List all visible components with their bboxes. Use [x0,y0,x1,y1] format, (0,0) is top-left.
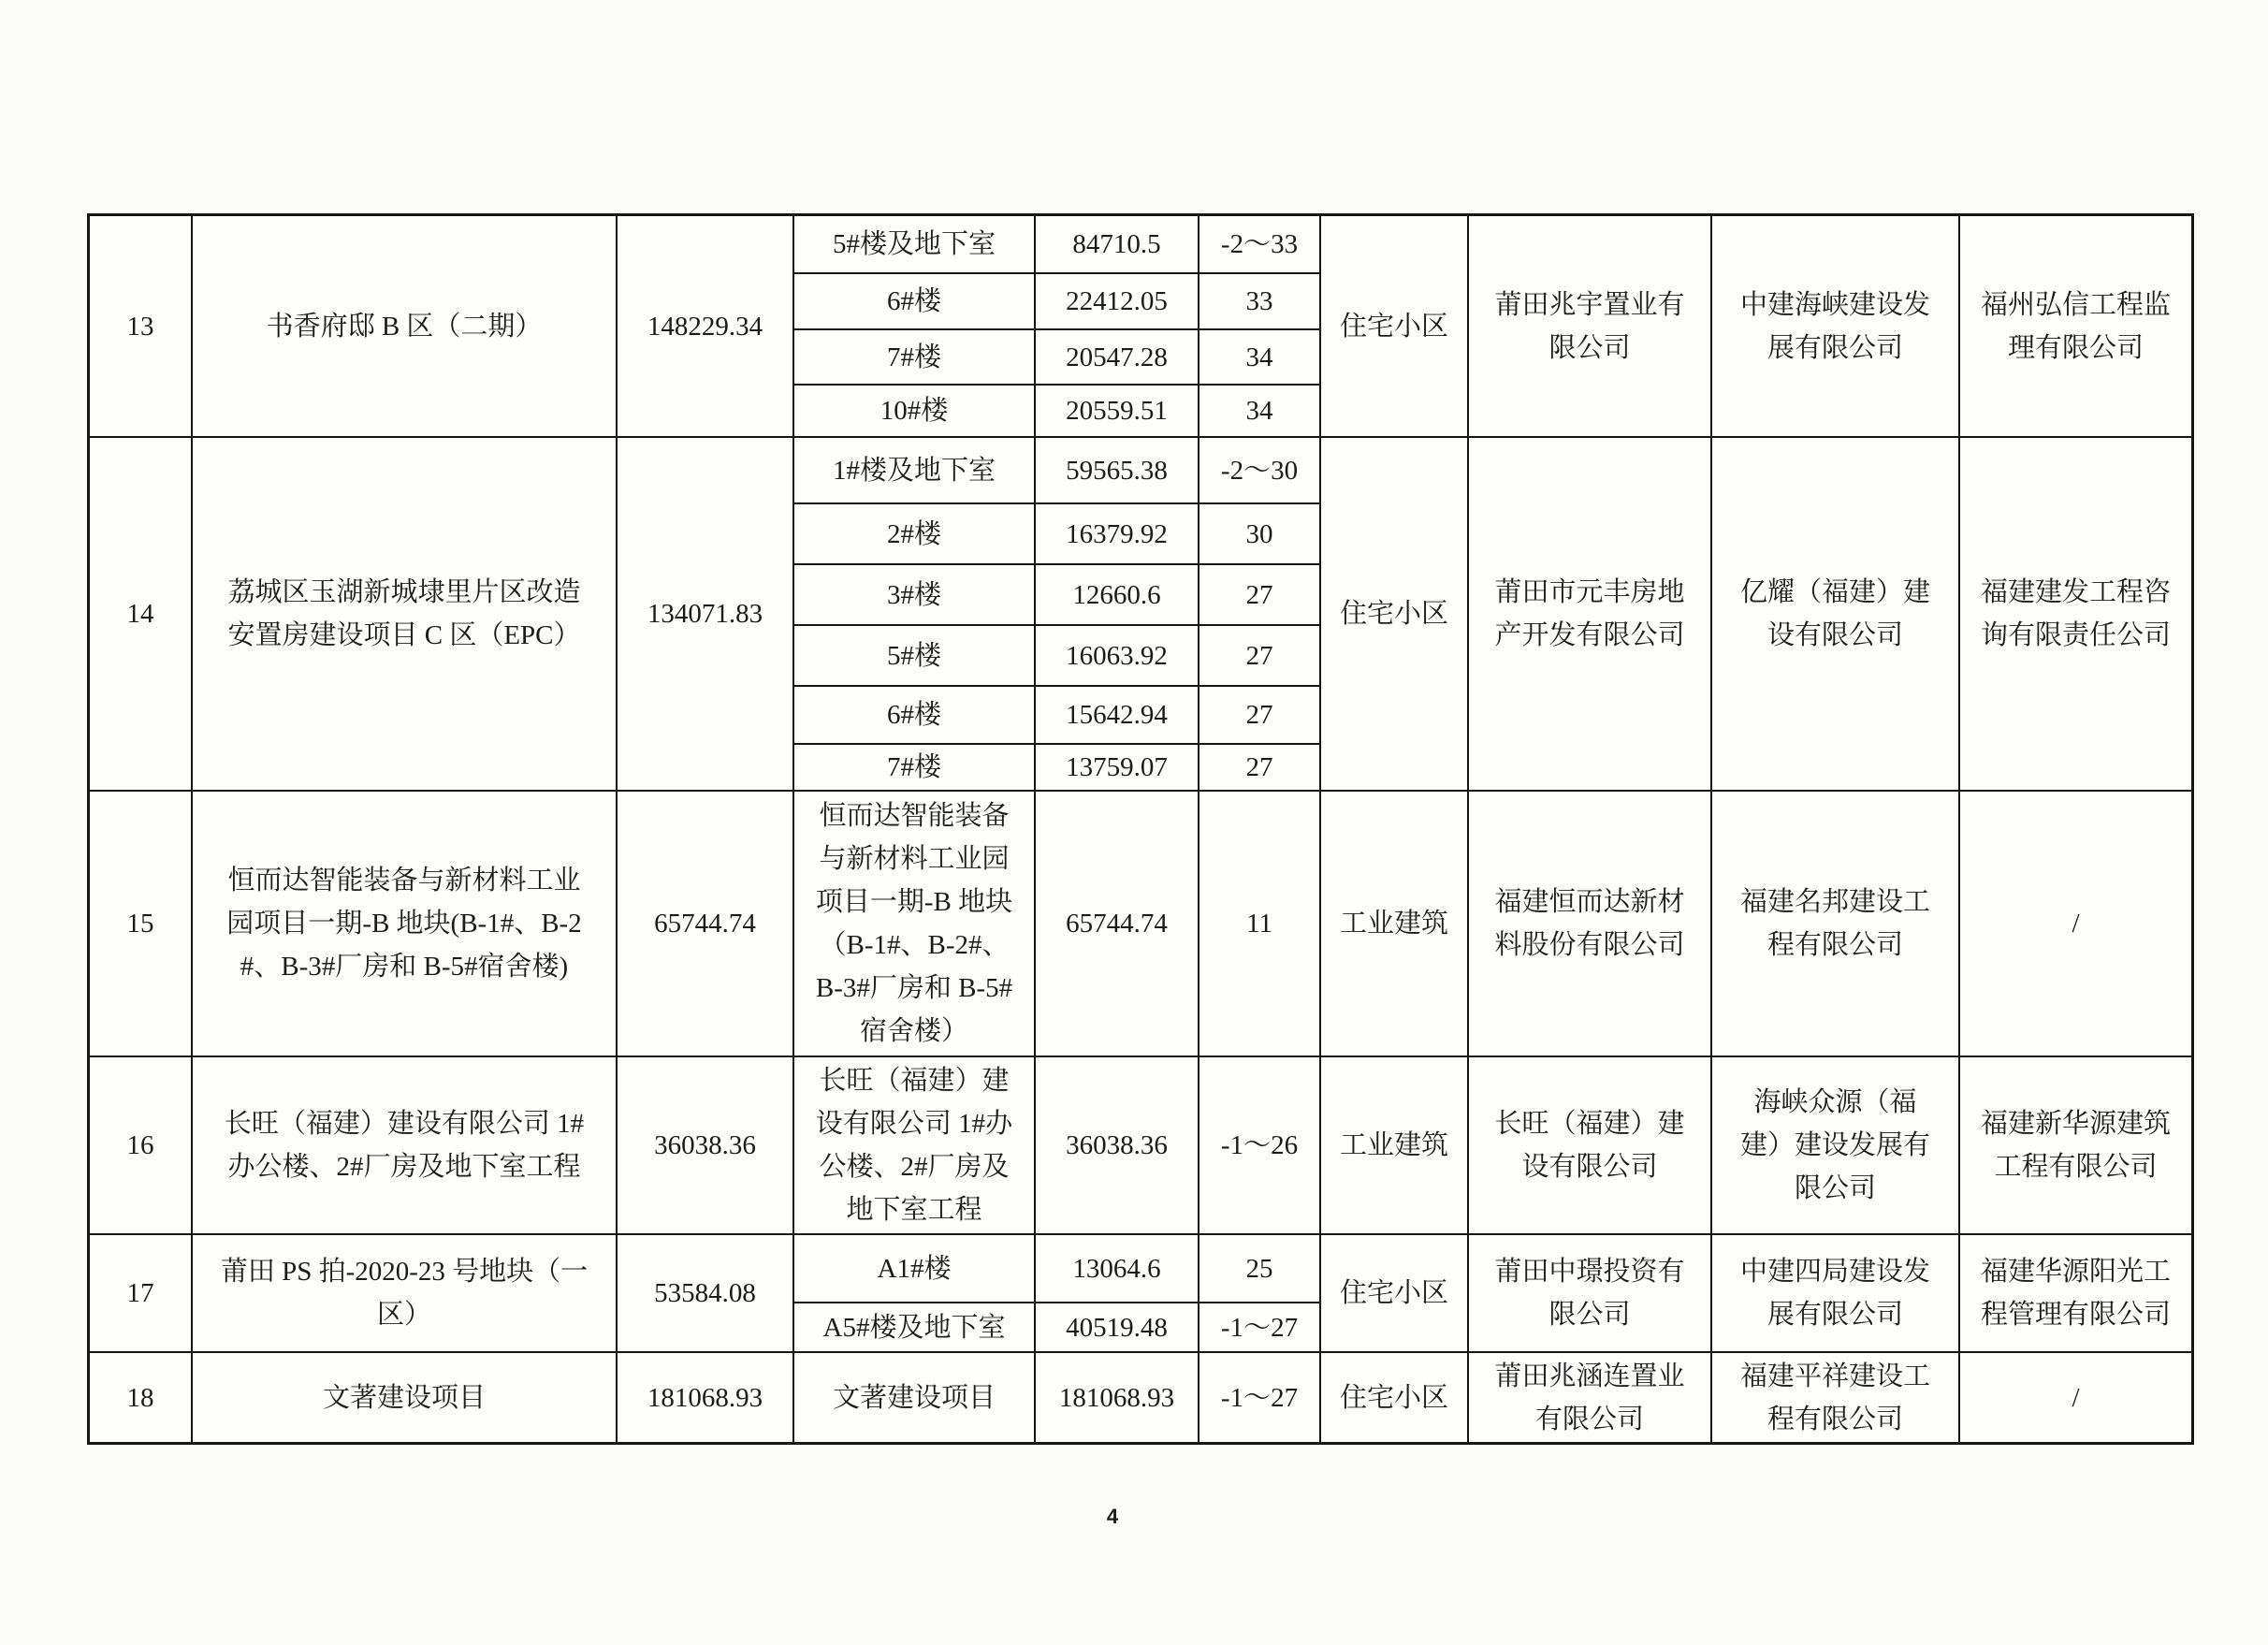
row-number: 16 [90,1057,191,1233]
contractor: 海峡众源（福建）建设发展有限公司 [1712,1057,1958,1233]
page-number: 4 [1106,1505,1119,1528]
total-area: 148229.34 [618,216,792,436]
floor-count: 27 [1199,626,1319,685]
developer: 莆田兆宇置业有限公司 [1469,216,1710,436]
floor-count: 27 [1199,745,1319,790]
project-type: 工业建筑 [1321,792,1467,1055]
developer: 长旺（福建）建设有限公司 [1469,1057,1710,1233]
floor-count: -1～27 [1199,1303,1319,1351]
supervisor: 福建建发工程咨询有限责任公司 [1960,438,2191,790]
row-number: 14 [90,438,191,790]
building-name: 2#楼 [794,504,1034,563]
project-name: 长旺（福建）建设有限公司 1#办公楼、2#厂房及地下室工程 [193,1057,616,1233]
developer: 莆田市元丰房地产开发有限公司 [1469,438,1710,790]
project-type: 住宅小区 [1321,216,1467,436]
row-number: 13 [90,216,191,436]
building-name: 5#楼及地下室 [794,216,1034,272]
building-name: 1#楼及地下室 [794,438,1034,502]
floor-count: 30 [1199,504,1319,563]
building-area: 22412.05 [1036,274,1198,328]
building-name: 3#楼 [794,565,1034,624]
floor-count: 34 [1199,330,1319,384]
building-area: 65744.74 [1036,792,1198,1055]
building-area: 20559.51 [1036,386,1198,436]
total-area: 181068.93 [618,1353,792,1442]
total-area: 36038.36 [618,1057,792,1233]
project-type: 工业建筑 [1321,1057,1467,1233]
contractor: 福建平祥建设工程有限公司 [1712,1353,1958,1442]
row-number: 15 [90,792,191,1055]
building-area: 13759.07 [1036,745,1198,790]
building-name: 6#楼 [794,687,1034,743]
building-area: 59565.38 [1036,438,1198,502]
floor-count: 33 [1199,274,1319,328]
building-area: 16379.92 [1036,504,1198,563]
contractor: 亿耀（福建）建设有限公司 [1712,438,1958,790]
floor-count: -2～30 [1199,438,1319,502]
building-area: 16063.92 [1036,626,1198,685]
project-name: 文著建设项目 [193,1353,616,1442]
building-name: A5#楼及地下室 [794,1303,1034,1351]
floor-count: 27 [1199,687,1319,743]
total-area: 134071.83 [618,438,792,790]
floor-count: 11 [1199,792,1319,1055]
building-name: 10#楼 [794,386,1034,436]
building-name: 恒而达智能装备与新材料工业园项目一期-B 地块（B-1#、B-2#、B-3#厂房和 B-5#宿舍楼） [794,792,1034,1055]
project-name: 恒而达智能装备与新材料工业园项目一期-B 地块(B-1#、B-2#、B-3#厂房和 B-5#宿舍楼) [193,792,616,1055]
contractor: 中建海峡建设发展有限公司 [1712,216,1958,436]
building-area: 13064.6 [1036,1235,1198,1302]
contractor: 中建四局建设发展有限公司 [1712,1235,1958,1351]
building-name: 文著建设项目 [794,1353,1034,1442]
project-table [87,213,2194,1445]
building-area: 15642.94 [1036,687,1198,743]
building-name: 5#楼 [794,626,1034,685]
contractor: 福建名邦建设工程有限公司 [1712,792,1958,1055]
building-name: A1#楼 [794,1235,1034,1302]
floor-count: -2～33 [1199,216,1319,272]
building-name: 长旺（福建）建设有限公司 1#办公楼、2#厂房及地下室工程 [794,1057,1034,1233]
supervisor: / [1960,792,2191,1055]
supervisor: 福州弘信工程监理有限公司 [1960,216,2191,436]
row-number: 18 [90,1353,191,1442]
building-area: 20547.28 [1036,330,1198,384]
developer: 莆田中璟投资有限公司 [1469,1235,1710,1351]
building-name: 7#楼 [794,330,1034,384]
total-area: 65744.74 [618,792,792,1055]
project-type: 住宅小区 [1321,1353,1467,1442]
developer: 福建恒而达新材料股份有限公司 [1469,792,1710,1055]
building-name: 6#楼 [794,274,1034,328]
floor-count: -1～27 [1199,1353,1319,1442]
supervisor: / [1960,1353,2191,1442]
total-area: 53584.08 [618,1235,792,1351]
floor-count: -1～26 [1199,1057,1319,1233]
project-type: 住宅小区 [1321,1235,1467,1351]
supervisor: 福建华源阳光工程管理有限公司 [1960,1235,2191,1351]
building-area: 84710.5 [1036,216,1198,272]
building-area: 12660.6 [1036,565,1198,624]
supervisor: 福建新华源建筑工程有限公司 [1960,1057,2191,1233]
project-name: 书香府邸 B 区（二期） [193,216,616,436]
building-name: 7#楼 [794,745,1034,790]
floor-count: 34 [1199,386,1319,436]
row-number: 17 [90,1235,191,1351]
building-area: 181068.93 [1036,1353,1198,1442]
project-name: 荔城区玉湖新城埭里片区改造安置房建设项目 C 区（EPC） [193,438,616,790]
project-name: 莆田 PS 拍-2020-23 号地块（一区） [193,1235,616,1351]
floor-count: 27 [1199,565,1319,624]
floor-count: 25 [1199,1235,1319,1302]
building-area: 36038.36 [1036,1057,1198,1233]
building-area: 40519.48 [1036,1303,1198,1351]
project-type: 住宅小区 [1321,438,1467,790]
developer: 莆田兆涵连置业有限公司 [1469,1353,1710,1442]
